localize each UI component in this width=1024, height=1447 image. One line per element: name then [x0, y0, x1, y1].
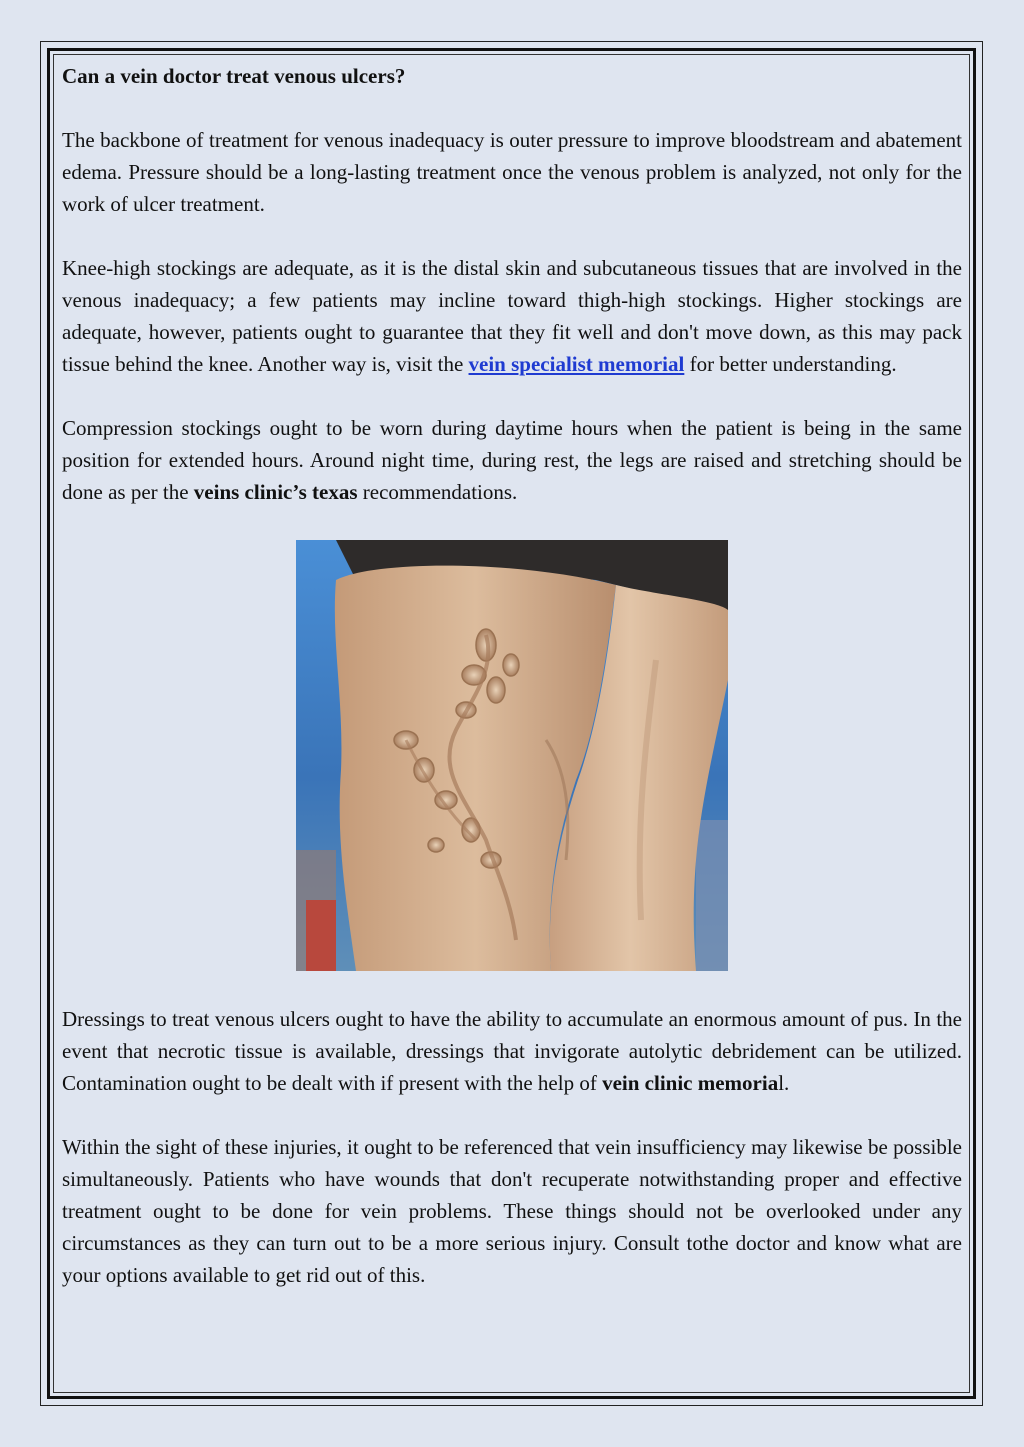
- vein-clinic-memorial-text: vein clinic memoria: [602, 1071, 779, 1095]
- paragraph-4-text-a: Dressings to treat venous ulcers ought to have the ability to accumulate an enormous amount of pus. In the event that necrotic tissue is available, dressings that invigorate autolytic debridement can be utilized. Contamination ought to be dealt with if present with the help of: [62, 1007, 962, 1095]
- paragraph-1: The backbone of treatment for venous inadequacy is outer pressure to improve bloodstream and abatement edema. Pressure should be a long-lasting treatment once the venous problem is analyzed, not only for the work of ulcer treatment.: [62, 128, 962, 216]
- document-heading: Can a vein doctor treat venous ulcers?: [62, 64, 406, 88]
- paragraph-4: [62, 1003, 962, 1099]
- paragraph-2-text-a: Knee-high stockings are adequate, as it is the distal skin and subcutaneous tissues that are involved in the venous inadequacy; a few patients may incline toward thigh-high stockings. Higher stockings are adequate, however, patients ought to guarantee that they fit well and don't move down, as this may pack tissue behind the knee. Another way is, visit the: [62, 256, 962, 376]
- paragraph-2: [62, 252, 962, 380]
- veins-clinic-texas-text: veins clinic’s texas: [193, 480, 358, 504]
- vein-specialist-memorial-link[interactable]: vein specialist memorial: [468, 352, 685, 376]
- varicose-veins-legs-photo-icon: [296, 540, 728, 971]
- varicose-veins-photo: [296, 540, 728, 971]
- paragraph-3: [62, 412, 962, 508]
- paragraph-5: Within the sight of these injuries, it ought to be referenced that vein insufficiency may likewise be possible simultaneously. Patients who have wounds that don't recuperate notwithstanding proper and effective treatment ought to be done for vein problems. These things should not be overlooked under any circumstances as they can turn out to be a more serious injury. Consult tothe doctor and know what are your options available to get rid out of this.: [62, 1135, 962, 1287]
- document-body: [62, 60, 962, 1291]
- paragraph-2-text-b: for better understanding.: [684, 352, 897, 376]
- paragraph-3-text-b: recommendations.: [357, 480, 518, 504]
- paragraph-4-text-b: l.: [778, 1071, 790, 1095]
- paragraph-3-text-a: Compression stockings ought to be worn during daytime hours when the patient is being in the same position for extended hours. Around night time, during rest, the legs are raised and stretching should be done as per the: [62, 416, 962, 504]
